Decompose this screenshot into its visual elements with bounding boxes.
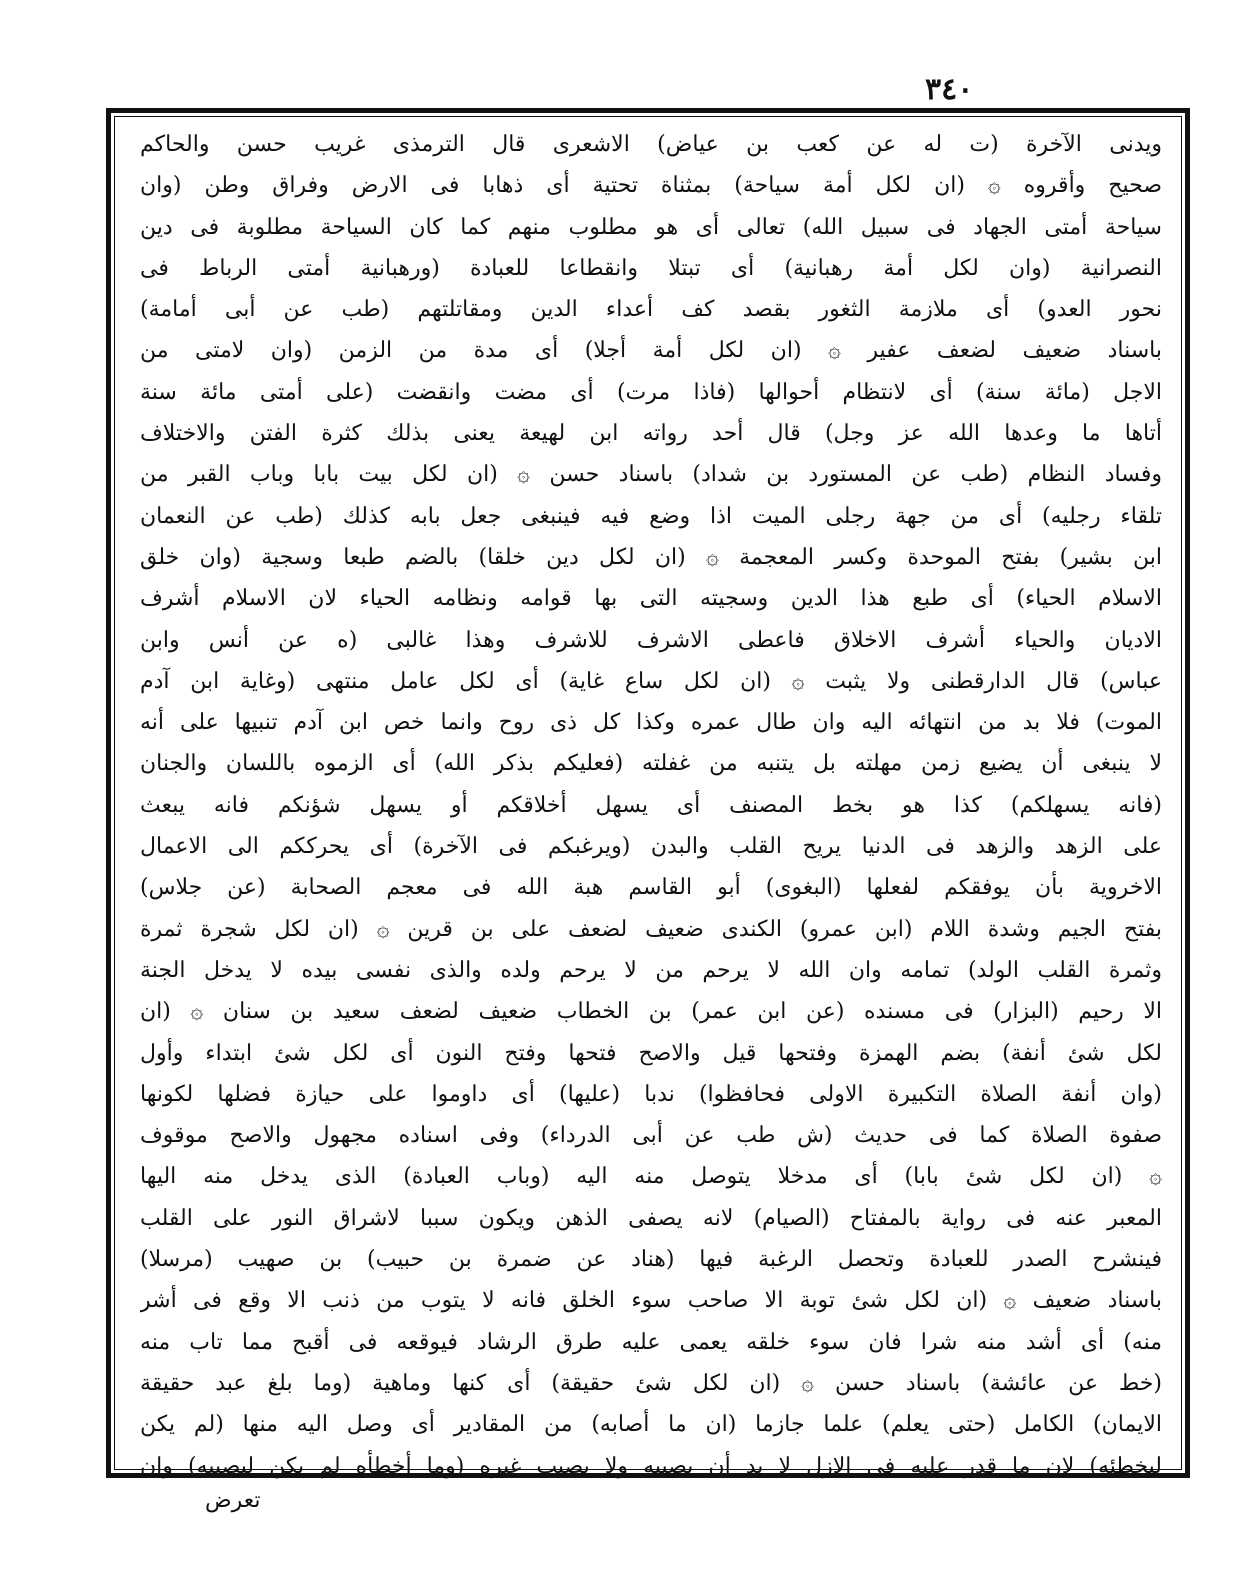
text-line: ويدنى الآخرة (ت له عن كعب بن عياض) الاشعرى قال الترمذى غريب حسن والحاكم (140, 132, 1162, 157)
text-line: صفوة الصلاة كما فى حديث (ش طب عن أبى الدرداء) وفى اسناده مجهول والاصح موقوف (140, 1123, 1162, 1149)
text-line: باسناد ضعيف ۞ (ان لكل شئ توبة الا صاحب سوء الخلق فانه لا يتوب من ذنب الا وقع فى أشر (140, 1288, 1162, 1314)
text-line: الا رحيم (البزار) فى مسنده (عن ابن عمر) بن الخطاب ضعيف لضعف سعيد بن سنان ۞ (ان (140, 999, 1162, 1025)
text-line: على الزهد والزهد فى الدنيا يريح القلب والبدن (ويرغبكم فى الآخرة) أى يحرككم الى الاعمال (140, 834, 1162, 860)
text-line: باسناد ضعيف لضعف عفير ۞ (ان لكل أمة أجلا) أى مدة من الزمن (وان لامتى من (140, 338, 1162, 364)
text-line: الاخروية بأن يوفقكم لفعلها (البغوى) أبو القاسم هبة الله فى معجم الصحابة (عن جلاس) (140, 875, 1162, 901)
text-line: وفساد النظام (طب عن المستورد بن شداد) باسناد حسن ۞ (ان لكل بيت بابا وباب القبر من (140, 462, 1162, 488)
text-line: بفتح الجيم وشدة اللام (ابن عمرو) الكندى ضعيف لضعف على بن قرين ۞ (ان لكل شجرة ثمرة (140, 916, 1162, 942)
text-line: صحيح وأقروه ۞ (ان لكل أمة سياحة) بمثناة تحتية أى ذهابا فى الارض وفراق وطن (وان (140, 173, 1162, 199)
text-line: الاسلام الحياء) أى طبع هذا الدين وسجيته التى بها قوامه ونظامه الحياء لان الاسلام أشرف (140, 586, 1162, 612)
text-line: عباس) قال الدارقطنى ولا يثبت ۞ (ان لكل ساع غاية) أى لكل عامل منتهى (وغاية ابن آدم (140, 668, 1162, 694)
catchword: تعرض (205, 1488, 261, 1513)
text-body (140, 124, 1162, 1487)
text-line: ليخطئه) لان ما قدر عليه فى الازل لا بد أن يصيبه ولا يصيب غيره (وما أخطأه لم يكن ليصيبه) وان (140, 1453, 1162, 1479)
text-line: ۞ (ان لكل شئ بابا) أى مدخلا يتوصل منه اليه (وباب العبادة) الذى يدخل منه اليها (140, 1164, 1162, 1190)
text-line: (خط عن عائشة) باسناد حسن ۞ (ان لكل شئ حقيقة) أى كنها وماهية (وما بلغ عبد حقيقة (140, 1370, 1162, 1396)
text-line: لكل شئ أنفة) بضم الهمزة وفتحها قيل والاصح فتحها وفتح النون أى لكل شئ ابتداء وأول (140, 1040, 1162, 1066)
text-line: الايمان) الكامل (حتى يعلم) علما جازما (ان ما أصابه) من المقادير أى وصل اليه منها (لم يكن (140, 1412, 1162, 1438)
text-line: النصرانية (وان لكل أمة رهبانية) أى تبتلا وانقطاعا للعبادة (ورهبانية أمتى الرباط فى (140, 255, 1162, 281)
text-line: الموت) فلا بد من انتهائه اليه وان طال عمره وكذا كل ذى روح وانما خص ابن آدم تنبيها على أنه (140, 710, 1162, 736)
text-line: تلقاء رجليه) أى من جهة رجلى الميت اذا وضع فيه فينبغى جعل بابه كذلك (طب عن النعمان (140, 503, 1162, 529)
text-line: لا ينبغى أن يضيع زمن مهلته بل يتنبه من غفلته (فعليكم بذكر الله) أى الزموه باللسان والجنان (140, 751, 1162, 777)
text-line: المعبر عنه فى رواية بالمفتاح (الصيام) لانه يصفى الذهن ويكون سببا لاشراق النور على القلب (140, 1205, 1162, 1231)
text-line: الاجل (مائة سنة) أى لانتظام أحوالها (فاذا مرت) أى مضت وانقضت (على أمتى مائة سنة (140, 379, 1162, 405)
text-line: (فانه يسهلكم) كذا هو بخط المصنف أى يسهل أخلاقكم أو يسهل شؤنكم فانه يبعث (140, 792, 1162, 818)
text-line: (وان أنفة الصلاة التكبيرة الاولى فحافظوا) ندبا (عليها) أى داوموا على حيازة فضلها لكونها (140, 1081, 1162, 1107)
text-line: سياحة أمتى الجهاد فى سبيل الله) تعالى أى هو مطلوب منهم كما كان السياحة مطلوبة فى دين (140, 214, 1162, 240)
text-line: نحور العدو) أى ملازمة الثغور بقصد كف أعداء الدين ومقاتلتهم (طب عن أبى أمامة) (140, 297, 1162, 323)
text-line: منه) أى أشد منه شرا فان سوء خلقه يعمى عليه طرق الرشاد فيوقعه فى أقبح مما تاب منه (140, 1329, 1162, 1355)
text-line: ابن بشير) بفتح الموحدة وكسر المعجمة ۞ (ان لكل دين خلقا) بالضم طبعا وسجية (وان خلق (140, 544, 1162, 570)
page-number: ٣٤٠ (925, 72, 974, 107)
text-line: الاديان والحياء أشرف الاخلاق فاعطى الاشرف للاشرف وهذا غالبى (ه عن أنس وابن (140, 627, 1162, 653)
text-line: أتاها ما وعدها الله عز وجل) قال أحد رواته ابن لهيعة يعنى بذلك كثرة الفتن والاختلاف (140, 421, 1162, 447)
text-line: فينشرح الصدر للعبادة وتحصل الرغبة فيها (هناد عن ضمرة بن حبيب) بن صهيب (مرسلا) (140, 1247, 1162, 1273)
text-line: وثمرة القلب الولد) تمامه وان الله لا يرحم من لا يرحم ولده والذى نفسى بيده لا يدخل الجنة (140, 957, 1162, 983)
